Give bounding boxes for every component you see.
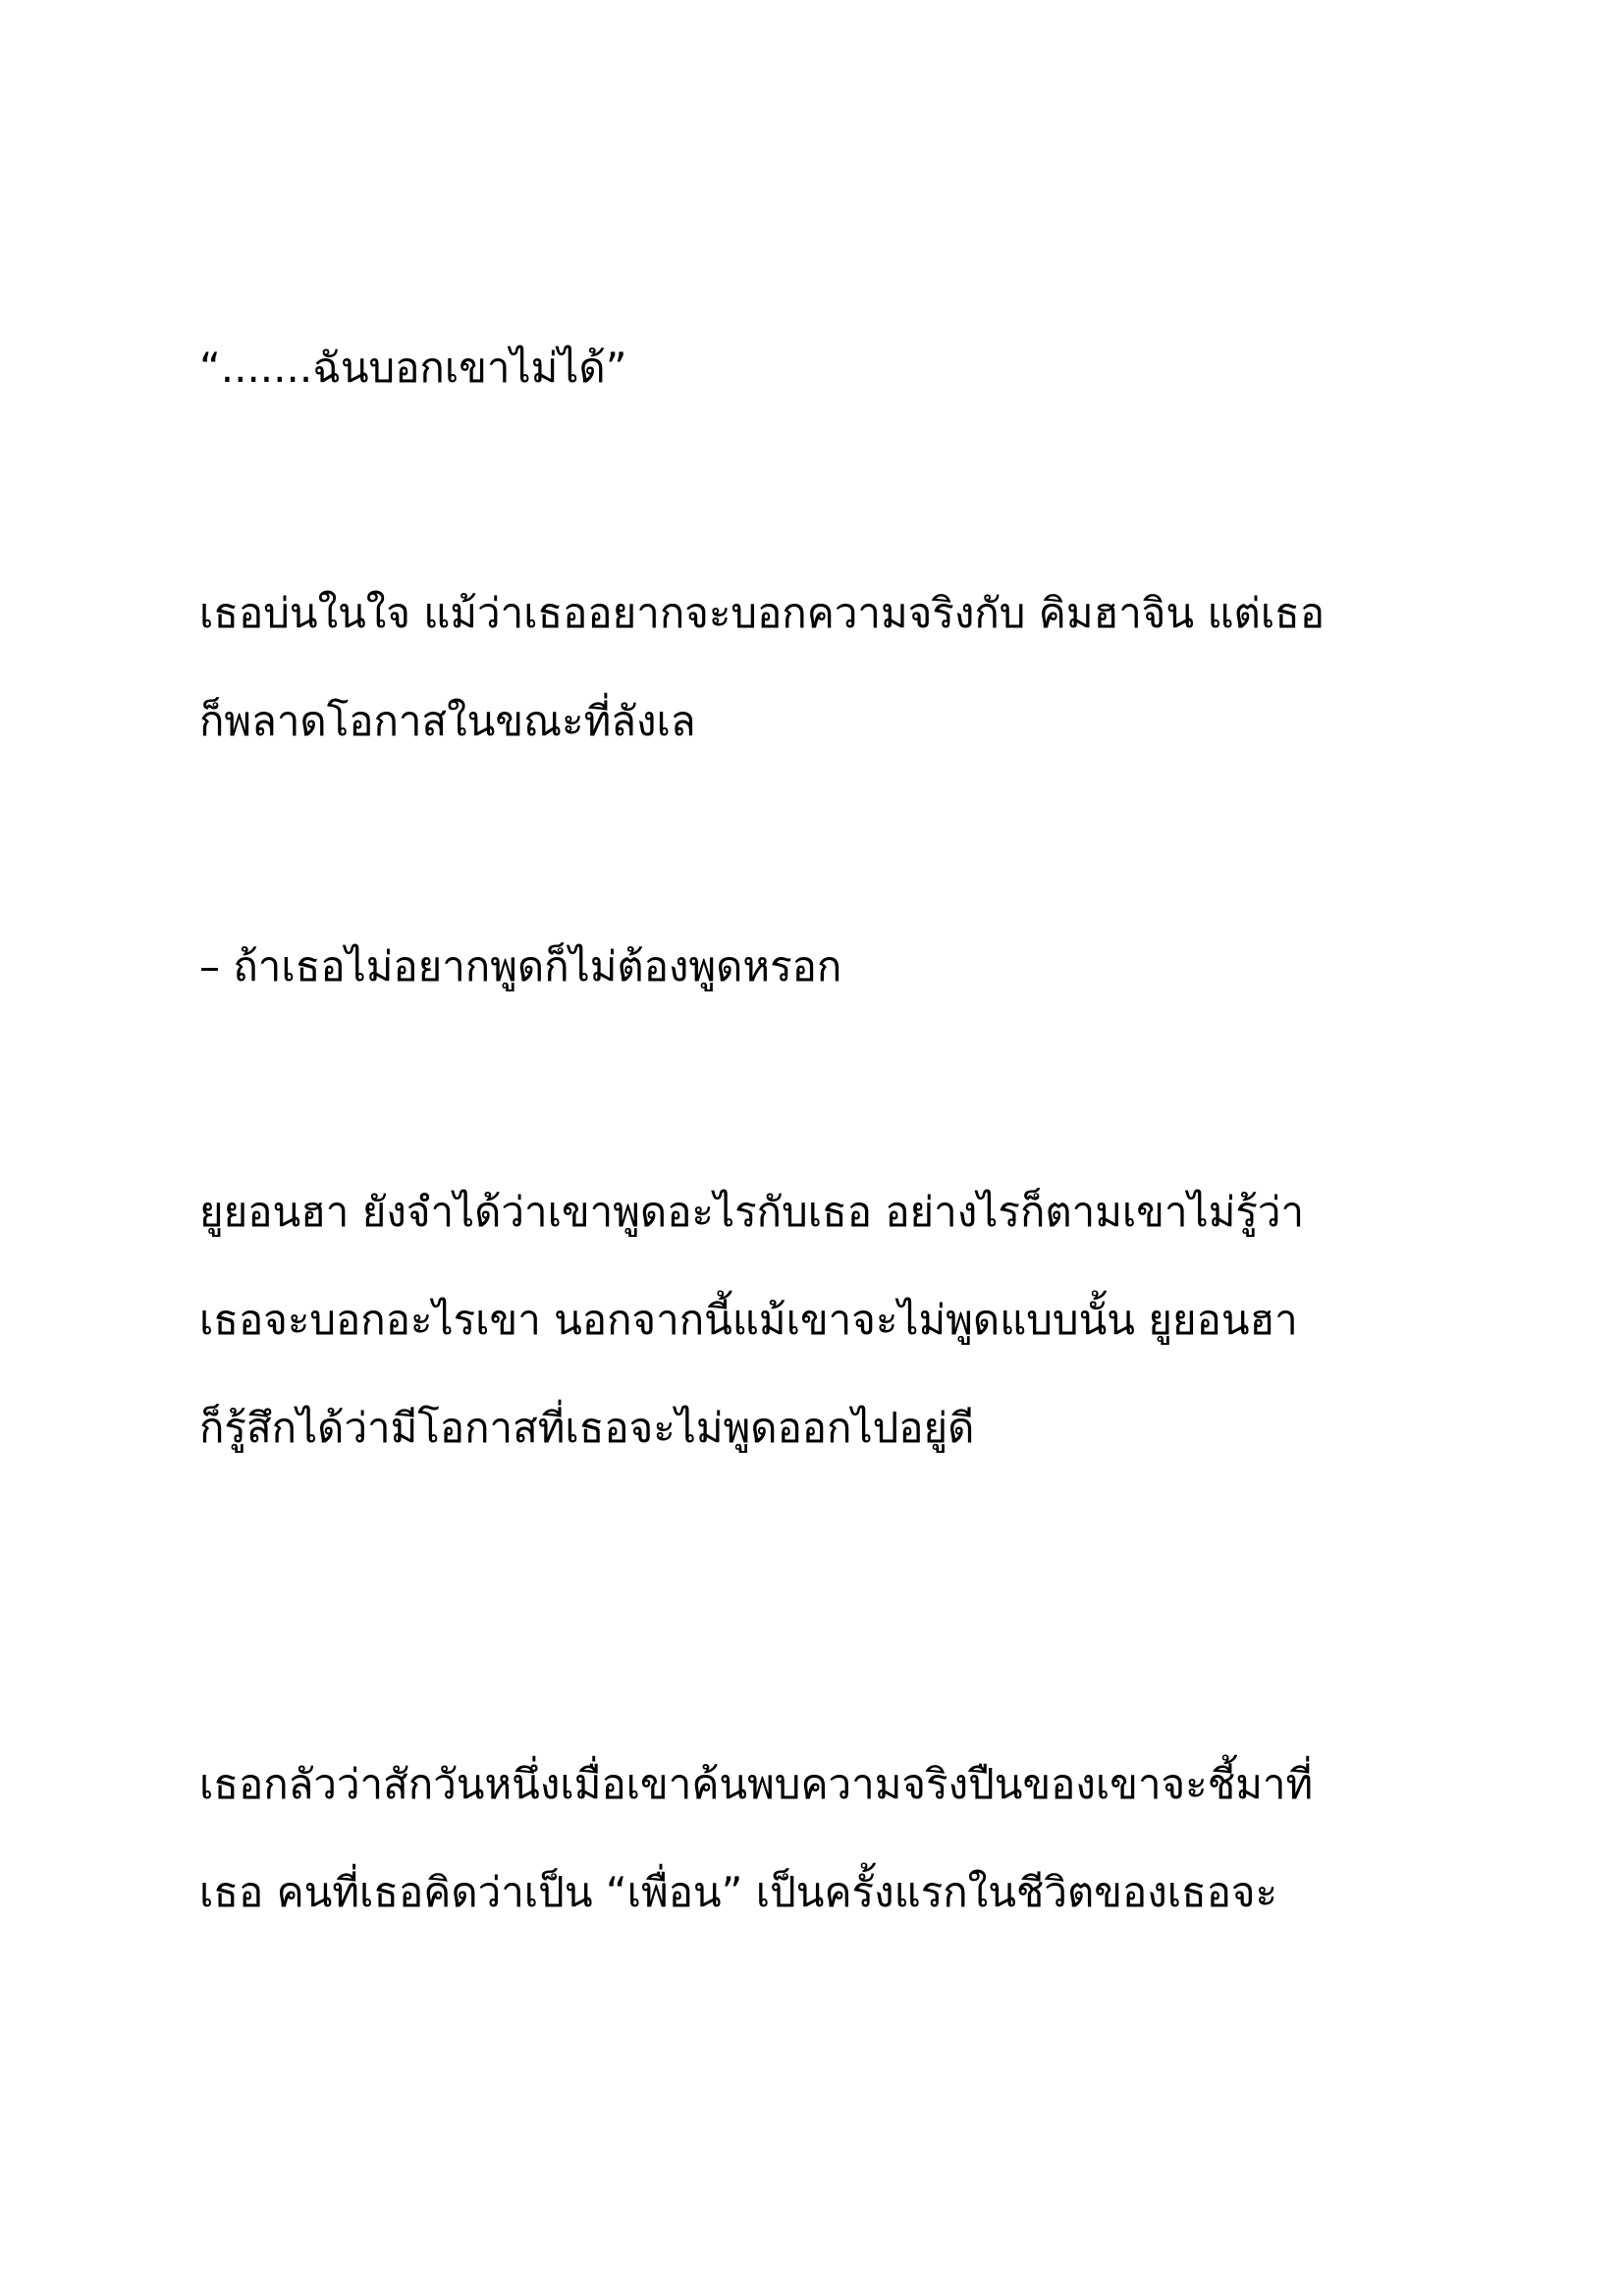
paragraph-1-line-1: “.......ฉันบอกเขาไม่ได้” — [199, 344, 627, 392]
paragraph-4-line-1: ยูยอนฮา ยังจำได้ว่าเขาพูดอะไรกับเธอ อย่างไรก็ตามเขาไม่รู้ว่า — [199, 1188, 1305, 1236]
paragraph-3-line-1: – ถ้าเธอไม่อยากพูดก็ไม่ต้องพูดหรอก — [199, 942, 842, 990]
paragraph-2-line-1: เธอบ่นในใจ แม้ว่าเธออยากจะบอกความจริงกับ คิมฮาจิน แต่เธอ — [199, 589, 1326, 637]
paragraph-5-line-1: เธอกลัวว่าสักวันหนึ่งเมื่อเขาค้นพบความจริงปืนของเขาจะชี้มาที่ — [199, 1760, 1314, 1808]
paragraph-4-line-2: เธอจะบอกอะไรเขา นอกจากนี้แม้เขาจะไม่พูดแบบนั้น ยูยอนฮา — [199, 1296, 1298, 1344]
paragraph-2-line-2: ก็พลาดโอกาสในขณะที่ลังเล — [199, 697, 696, 745]
paragraph-4-line-3: ก็รู้สึกได้ว่ามีโอกาสที่เธอจะไม่พูดออกไปอยู่ดี — [199, 1404, 975, 1452]
paragraph-5-line-2: เธอ คนที่เธอคิดว่าเป็น “เพื่อน” เป็นครั้งแรกในชีวิตของเธอจะ — [199, 1868, 1278, 1916]
